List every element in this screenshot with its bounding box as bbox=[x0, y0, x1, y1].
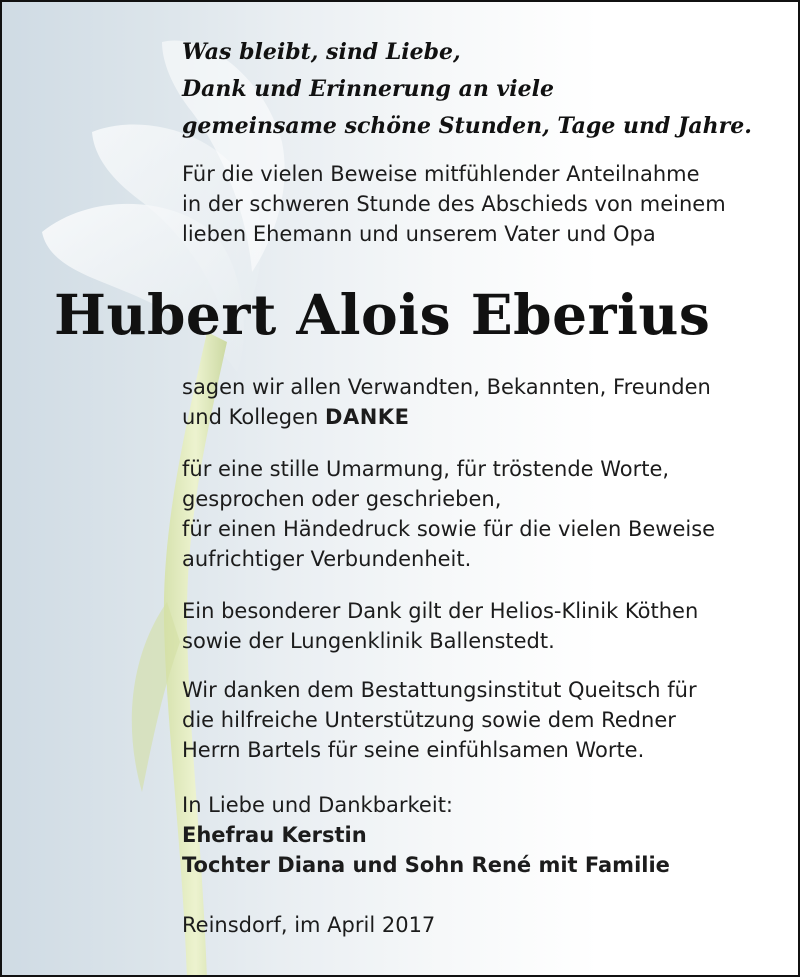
intro-line: lieben Ehemann und unserem Vater und Opa bbox=[182, 222, 656, 246]
funeral-line: Wir danken dem Bestattungsinstitut Queitsch für bbox=[182, 678, 697, 702]
closing-phrase: In Liebe und Dankbarkeit: bbox=[182, 793, 454, 817]
motto-line: Was bleibt, sind Liebe, bbox=[182, 39, 461, 65]
funeral-line: die hilfreiche Unterstützung sowie dem Redner bbox=[182, 708, 676, 732]
motto-line: gemeinsame schöne Stunden, Tage und Jahre. bbox=[182, 113, 752, 139]
motto-verse bbox=[182, 34, 752, 145]
funeral-line: Herrn Bartels für seine einfühlsamen Worte. bbox=[182, 738, 645, 762]
deceased-name: Hubert Alois Eberius bbox=[54, 282, 711, 347]
thanks-line bbox=[182, 402, 711, 432]
funeral-paragraph bbox=[182, 675, 697, 765]
thanks-prefix: und Kollegen bbox=[182, 405, 326, 429]
motto-line: Dank und Erinnerung an viele bbox=[182, 76, 554, 102]
gestures-line: für einen Händedruck sowie für die vielen Beweise bbox=[182, 517, 716, 541]
gestures-paragraph bbox=[182, 454, 715, 574]
obituary-text bbox=[2, 2, 800, 977]
signer-children: Tochter Diana und Sohn René mit Familie bbox=[182, 853, 670, 877]
gestures-line: aufrichtiger Verbundenheit. bbox=[182, 547, 472, 571]
clinic-line: Ein besonderer Dank gilt der Helios-Klinik Köthen bbox=[182, 599, 699, 623]
thanks-line: sagen wir allen Verwandten, Bekannten, Freunden bbox=[182, 375, 711, 399]
clinic-line: sowie der Lungenklinik Ballenstedt. bbox=[182, 629, 555, 653]
clinic-paragraph bbox=[182, 596, 698, 656]
intro-line: in der schweren Stunde des Abschieds von meinem bbox=[182, 192, 726, 216]
gestures-line: für eine stille Umarmung, für tröstende Worte, bbox=[182, 457, 670, 481]
thanks-paragraph bbox=[182, 372, 711, 432]
place-date: Reinsdorf, im April 2017 bbox=[182, 913, 436, 937]
intro-paragraph bbox=[182, 159, 726, 249]
gestures-line: gesprochen oder geschrieben, bbox=[182, 487, 502, 511]
danke-emphasis: DANKE bbox=[325, 405, 410, 429]
signer-wife: Ehefrau Kerstin bbox=[182, 823, 367, 847]
signature-block bbox=[182, 790, 670, 880]
intro-line: Für die vielen Beweise mitfühlender Anteilnahme bbox=[182, 162, 700, 186]
